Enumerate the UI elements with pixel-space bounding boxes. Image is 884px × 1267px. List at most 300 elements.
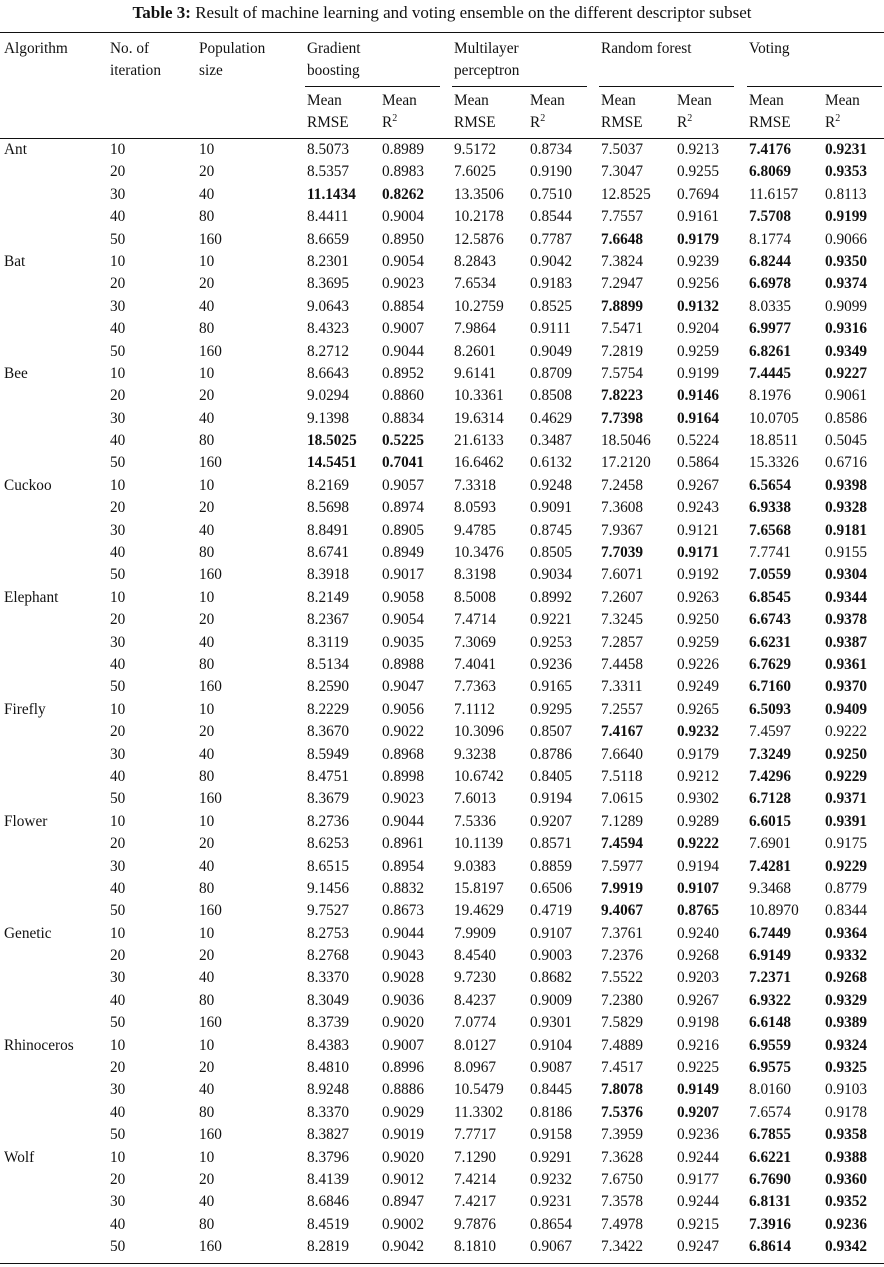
cell-gb-rmse: 8.6741 bbox=[307, 544, 350, 562]
header-population: Population size bbox=[199, 40, 266, 79]
cell-rf-rmse: 7.7398 bbox=[601, 409, 644, 427]
table-row bbox=[0, 788, 884, 810]
cell-mlp-r2: 0.9291 bbox=[530, 1148, 573, 1166]
cell-gb-r2: 0.8947 bbox=[382, 1193, 425, 1211]
cell-rf-r2: 0.9215 bbox=[677, 1215, 720, 1233]
cell-mlp-r2: 0.9190 bbox=[530, 163, 573, 181]
cell-iteration: 50 bbox=[110, 566, 126, 584]
cell-mlp-r2: 0.8859 bbox=[530, 857, 573, 875]
cell-mlp-r2: 0.9111 bbox=[530, 320, 571, 338]
table-row bbox=[0, 945, 884, 967]
cell-population: 40 bbox=[199, 409, 215, 427]
cell-gb-r2: 0.9022 bbox=[382, 723, 425, 741]
cell-rf-r2: 0.9249 bbox=[677, 678, 720, 696]
cell-rf-rmse: 7.5037 bbox=[601, 141, 644, 158]
cell-rf-rmse: 7.2857 bbox=[601, 633, 644, 651]
cell-rf-rmse: 7.8078 bbox=[601, 1081, 644, 1099]
cell-population: 40 bbox=[199, 1193, 215, 1211]
cell-gb-r2: 0.9054 bbox=[382, 611, 425, 629]
cell-mlp-rmse: 7.7717 bbox=[454, 1126, 497, 1144]
cell-mlp-r2: 0.9067 bbox=[530, 1238, 573, 1256]
cell-gb-rmse: 14.5451 bbox=[307, 454, 357, 472]
table-row bbox=[0, 206, 884, 228]
cell-voting-r2: 0.9178 bbox=[825, 1103, 868, 1121]
table-row bbox=[0, 632, 884, 654]
cell-rf-r2: 0.9243 bbox=[677, 499, 720, 517]
cell-iteration: 40 bbox=[110, 208, 126, 226]
cell-mlp-rmse: 7.1112 bbox=[454, 700, 495, 718]
cell-population: 160 bbox=[199, 454, 222, 472]
cell-gb-r2: 0.8998 bbox=[382, 767, 425, 785]
cell-rf-rmse: 7.2607 bbox=[601, 588, 644, 606]
cell-mlp-rmse: 9.4785 bbox=[454, 521, 497, 539]
cell-population: 20 bbox=[199, 163, 215, 181]
cell-mlp-rmse: 10.3476 bbox=[454, 544, 504, 562]
cell-gb-r2: 0.8949 bbox=[382, 544, 425, 562]
cell-voting-rmse: 6.9338 bbox=[749, 499, 792, 517]
cell-gb-rmse: 8.4139 bbox=[307, 1170, 350, 1188]
cell-algorithm: Flower bbox=[4, 812, 48, 830]
cell-gb-r2: 0.8854 bbox=[382, 297, 425, 315]
cell-gb-rmse: 8.4383 bbox=[307, 1036, 350, 1054]
cell-mlp-r2: 0.9091 bbox=[530, 499, 573, 517]
cell-mlp-rmse: 9.0383 bbox=[454, 857, 497, 875]
subheader-gb-rmse: Mean RMSE bbox=[307, 92, 349, 131]
cell-mlp-rmse: 9.7876 bbox=[454, 1215, 497, 1233]
cell-gb-r2: 0.9043 bbox=[382, 947, 425, 965]
cell-population: 40 bbox=[199, 1081, 215, 1099]
cell-iteration: 10 bbox=[110, 700, 126, 718]
cell-mlp-r2: 0.6132 bbox=[530, 454, 573, 472]
cell-iteration: 20 bbox=[110, 1059, 126, 1077]
cell-mlp-r2: 0.9009 bbox=[530, 991, 573, 1009]
cell-voting-rmse: 6.8244 bbox=[749, 252, 792, 270]
cell-voting-r2: 0.9229 bbox=[825, 767, 868, 785]
cell-voting-rmse: 7.5708 bbox=[749, 208, 792, 226]
cell-mlp-rmse: 7.4714 bbox=[454, 611, 497, 629]
cell-population: 40 bbox=[199, 521, 215, 539]
cell-rf-rmse: 7.4889 bbox=[601, 1036, 644, 1054]
cell-population: 80 bbox=[199, 208, 215, 226]
cell-iteration: 10 bbox=[110, 364, 126, 382]
cell-voting-rmse: 7.6574 bbox=[749, 1103, 792, 1121]
cell-mlp-rmse: 7.7363 bbox=[454, 678, 497, 696]
cell-mlp-r2: 0.9049 bbox=[530, 342, 573, 360]
cell-mlp-rmse: 10.2178 bbox=[454, 208, 504, 226]
cell-population: 10 bbox=[199, 812, 215, 830]
cell-mlp-r2: 0.8525 bbox=[530, 297, 573, 315]
cell-rf-r2: 0.9222 bbox=[677, 835, 720, 853]
cell-rf-r2: 0.9225 bbox=[677, 1059, 720, 1077]
cell-population: 20 bbox=[199, 1170, 215, 1188]
cell-iteration: 50 bbox=[110, 1126, 126, 1144]
cell-voting-r2: 0.9361 bbox=[825, 655, 868, 673]
cell-voting-r2: 0.9352 bbox=[825, 1193, 868, 1211]
cell-rf-r2: 0.9244 bbox=[677, 1148, 720, 1166]
cell-rf-rmse: 7.6750 bbox=[601, 1170, 644, 1188]
cell-gb-rmse: 8.2712 bbox=[307, 342, 350, 360]
cell-voting-r2: 0.9342 bbox=[825, 1238, 868, 1256]
cell-mlp-rmse: 10.3096 bbox=[454, 723, 504, 741]
cell-mlp-r2: 0.9042 bbox=[530, 252, 573, 270]
cell-population: 80 bbox=[199, 432, 215, 450]
table-row bbox=[0, 229, 884, 251]
cell-rf-r2: 0.9149 bbox=[677, 1081, 720, 1099]
cell-rf-r2: 0.9179 bbox=[677, 230, 720, 248]
cell-mlp-r2: 0.9194 bbox=[530, 790, 573, 808]
cell-voting-rmse: 7.0559 bbox=[749, 566, 792, 584]
cell-population: 40 bbox=[199, 745, 215, 763]
cell-mlp-rmse: 10.1139 bbox=[454, 835, 504, 853]
cell-gb-rmse: 8.4411 bbox=[307, 208, 349, 226]
cell-gb-r2: 0.9007 bbox=[382, 320, 425, 338]
cell-voting-r2: 0.9358 bbox=[825, 1126, 868, 1144]
cell-gb-r2: 0.8989 bbox=[382, 141, 425, 158]
cell-population: 20 bbox=[199, 1059, 215, 1077]
cell-gb-r2: 0.9020 bbox=[382, 1148, 425, 1166]
cell-voting-r2: 0.9231 bbox=[825, 141, 868, 158]
cell-mlp-r2: 0.8508 bbox=[530, 387, 573, 405]
cell-iteration: 20 bbox=[110, 275, 126, 293]
cell-voting-r2: 0.9324 bbox=[825, 1036, 868, 1054]
table-row bbox=[0, 1102, 884, 1124]
table-row bbox=[0, 699, 884, 721]
cell-voting-r2: 0.9349 bbox=[825, 342, 868, 360]
cell-rf-r2: 0.9289 bbox=[677, 812, 720, 830]
cell-algorithm: Wolf bbox=[4, 1148, 35, 1166]
cell-mlp-r2: 0.9301 bbox=[530, 1014, 573, 1032]
cell-population: 160 bbox=[199, 790, 222, 808]
cell-mlp-r2: 0.9034 bbox=[530, 566, 573, 584]
cell-mlp-rmse: 8.2601 bbox=[454, 342, 497, 360]
cell-voting-rmse: 7.6568 bbox=[749, 521, 792, 539]
cell-mlp-rmse: 9.3238 bbox=[454, 745, 497, 763]
cell-iteration: 50 bbox=[110, 678, 126, 696]
voting-group-rule bbox=[747, 86, 882, 87]
cell-gb-rmse: 8.4810 bbox=[307, 1059, 350, 1077]
cell-mlp-rmse: 7.6534 bbox=[454, 275, 497, 293]
cell-mlp-r2: 0.8786 bbox=[530, 745, 573, 763]
cell-gb-r2: 0.8983 bbox=[382, 163, 425, 181]
cell-gb-rmse: 9.7527 bbox=[307, 902, 350, 920]
cell-gb-r2: 0.9020 bbox=[382, 1014, 425, 1032]
cell-gb-r2: 0.9044 bbox=[382, 924, 425, 942]
cell-gb-r2: 0.9017 bbox=[382, 566, 425, 584]
cell-population: 20 bbox=[199, 275, 215, 293]
header-voting: Voting bbox=[749, 40, 790, 57]
table-row bbox=[0, 676, 884, 698]
cell-voting-rmse: 7.4296 bbox=[749, 767, 792, 785]
table-row bbox=[0, 452, 884, 474]
cell-population: 80 bbox=[199, 1215, 215, 1233]
cell-gb-rmse: 8.6515 bbox=[307, 857, 350, 875]
cell-voting-r2: 0.9222 bbox=[825, 723, 868, 741]
cell-rf-r2: 0.9207 bbox=[677, 1103, 720, 1121]
cell-mlp-rmse: 11.3302 bbox=[454, 1103, 504, 1121]
cell-gb-rmse: 8.3827 bbox=[307, 1126, 350, 1144]
cell-rf-rmse: 7.9367 bbox=[601, 521, 644, 539]
cell-voting-r2: 0.9391 bbox=[825, 812, 868, 830]
cell-population: 10 bbox=[199, 924, 215, 942]
cell-rf-rmse: 7.8223 bbox=[601, 387, 644, 405]
cell-mlp-rmse: 7.6025 bbox=[454, 163, 497, 181]
cell-iteration: 30 bbox=[110, 297, 126, 315]
cell-mlp-rmse: 8.0967 bbox=[454, 1059, 497, 1077]
cell-voting-r2: 0.9268 bbox=[825, 969, 868, 987]
table-row bbox=[0, 609, 884, 631]
cell-iteration: 50 bbox=[110, 454, 126, 472]
cell-iteration: 20 bbox=[110, 611, 126, 629]
cell-mlp-rmse: 15.8197 bbox=[454, 879, 504, 897]
cell-iteration: 40 bbox=[110, 767, 126, 785]
cell-gb-r2: 0.9058 bbox=[382, 588, 425, 606]
cell-iteration: 40 bbox=[110, 432, 126, 450]
cell-gb-r2: 0.8968 bbox=[382, 745, 425, 763]
cell-algorithm: Firefly bbox=[4, 700, 46, 718]
cell-mlp-r2: 0.4719 bbox=[530, 902, 573, 920]
cell-mlp-rmse: 7.6013 bbox=[454, 790, 497, 808]
table-row bbox=[0, 385, 884, 407]
cell-mlp-rmse: 8.3198 bbox=[454, 566, 497, 584]
cell-rf-r2: 0.9146 bbox=[677, 387, 720, 405]
subheader-mlp-rmse: Mean RMSE bbox=[454, 92, 496, 131]
cell-gb-r2: 0.9057 bbox=[382, 476, 425, 494]
cell-voting-r2: 0.9350 bbox=[825, 252, 868, 270]
table-row bbox=[0, 184, 884, 206]
cell-gb-rmse: 11.1434 bbox=[307, 185, 356, 203]
cell-iteration: 10 bbox=[110, 1148, 126, 1166]
cell-mlp-rmse: 7.4041 bbox=[454, 655, 497, 673]
cell-rf-r2: 0.9199 bbox=[677, 364, 720, 382]
cell-gb-rmse: 8.9248 bbox=[307, 1081, 350, 1099]
cell-gb-rmse: 8.2590 bbox=[307, 678, 350, 696]
cell-rf-r2: 0.9194 bbox=[677, 857, 720, 875]
cell-gb-r2: 0.8954 bbox=[382, 857, 425, 875]
cell-voting-rmse: 6.6743 bbox=[749, 611, 792, 629]
cell-voting-rmse: 6.7449 bbox=[749, 924, 792, 942]
cell-iteration: 10 bbox=[110, 476, 126, 494]
cell-gb-r2: 0.9007 bbox=[382, 1036, 425, 1054]
cell-population: 160 bbox=[199, 230, 222, 248]
cell-gb-r2: 0.8961 bbox=[382, 835, 425, 853]
cell-mlp-r2: 0.8445 bbox=[530, 1081, 573, 1099]
cell-gb-rmse: 8.2367 bbox=[307, 611, 350, 629]
cell-gb-rmse: 8.2768 bbox=[307, 947, 350, 965]
cell-rf-r2: 0.9247 bbox=[677, 1238, 720, 1256]
cell-iteration: 40 bbox=[110, 544, 126, 562]
cell-mlp-r2: 0.8571 bbox=[530, 835, 573, 853]
table-row bbox=[0, 1169, 884, 1191]
cell-voting-r2: 0.8779 bbox=[825, 879, 868, 897]
cell-voting-r2: 0.9371 bbox=[825, 790, 868, 808]
subheader-gb-r2: Mean $R^2$ bbox=[382, 92, 417, 131]
cell-population: 40 bbox=[199, 633, 215, 651]
cell-population: 160 bbox=[199, 902, 222, 920]
cell-rf-rmse: 7.3824 bbox=[601, 252, 644, 270]
cell-voting-rmse: 10.8970 bbox=[749, 902, 799, 920]
cell-rf-rmse: 7.2819 bbox=[601, 342, 644, 360]
cell-voting-rmse: 8.1976 bbox=[749, 387, 792, 405]
cell-mlp-r2: 0.9207 bbox=[530, 812, 573, 830]
rf-group-rule bbox=[599, 86, 734, 87]
cell-mlp-rmse: 21.6133 bbox=[454, 432, 504, 450]
cell-population: 20 bbox=[199, 947, 215, 965]
cell-mlp-r2: 0.9165 bbox=[530, 678, 573, 696]
cell-voting-rmse: 8.0335 bbox=[749, 297, 792, 315]
cell-rf-rmse: 7.6640 bbox=[601, 745, 644, 763]
cell-gb-rmse: 8.2736 bbox=[307, 812, 350, 830]
table-row bbox=[0, 475, 884, 497]
cell-voting-r2: 0.9398 bbox=[825, 476, 868, 494]
table-row bbox=[0, 296, 884, 318]
table-row bbox=[0, 1035, 884, 1057]
cell-mlp-r2: 0.7510 bbox=[530, 185, 573, 203]
cell-gb-rmse: 8.3670 bbox=[307, 723, 350, 741]
cell-gb-rmse: 8.6846 bbox=[307, 1193, 350, 1211]
table-row bbox=[0, 139, 884, 161]
cell-voting-rmse: 6.6978 bbox=[749, 275, 792, 293]
cell-population: 10 bbox=[199, 588, 215, 606]
cell-voting-rmse: 8.0160 bbox=[749, 1081, 792, 1099]
cell-rf-r2: 0.9179 bbox=[677, 745, 720, 763]
cell-voting-r2: 0.9344 bbox=[825, 588, 868, 606]
cell-mlp-r2: 0.8745 bbox=[530, 521, 573, 539]
cell-gb-rmse: 9.1456 bbox=[307, 879, 350, 897]
cell-population: 20 bbox=[199, 387, 215, 405]
cell-rf-r2: 0.9265 bbox=[677, 700, 720, 718]
cell-voting-rmse: 6.6221 bbox=[749, 1148, 792, 1166]
cell-iteration: 40 bbox=[110, 320, 126, 338]
cell-voting-rmse: 6.5093 bbox=[749, 700, 792, 718]
cell-rf-rmse: 7.7557 bbox=[601, 208, 644, 226]
cell-voting-rmse: 6.9322 bbox=[749, 991, 792, 1009]
cell-gb-r2: 0.9047 bbox=[382, 678, 425, 696]
cell-rf-r2: 0.9203 bbox=[677, 969, 720, 987]
table-row bbox=[0, 1012, 884, 1034]
cell-voting-r2: 0.9370 bbox=[825, 678, 868, 696]
cell-iteration: 10 bbox=[110, 588, 126, 606]
cell-voting-rmse: 15.3326 bbox=[749, 454, 799, 472]
cell-rf-rmse: 7.5118 bbox=[601, 767, 643, 785]
table-caption bbox=[0, 2, 884, 24]
cell-population: 10 bbox=[199, 1036, 215, 1054]
cell-mlp-rmse: 8.0593 bbox=[454, 499, 497, 517]
cell-iteration: 20 bbox=[110, 163, 126, 181]
cell-mlp-rmse: 7.9909 bbox=[454, 924, 497, 942]
cell-mlp-r2: 0.7787 bbox=[530, 230, 573, 248]
table-row bbox=[0, 856, 884, 878]
cell-iteration: 30 bbox=[110, 745, 126, 763]
cell-voting-rmse: 7.3916 bbox=[749, 1215, 792, 1233]
cell-rf-rmse: 7.2380 bbox=[601, 991, 644, 1009]
cell-gb-rmse: 8.4323 bbox=[307, 320, 350, 338]
cell-rf-r2: 0.9268 bbox=[677, 947, 720, 965]
cell-gb-rmse: 8.2229 bbox=[307, 700, 350, 718]
cell-rf-rmse: 7.6071 bbox=[601, 566, 644, 584]
table-row bbox=[0, 811, 884, 833]
cell-rf-rmse: 17.2120 bbox=[601, 454, 651, 472]
cell-mlp-rmse: 8.2843 bbox=[454, 252, 497, 270]
cell-voting-r2: 0.9304 bbox=[825, 566, 868, 584]
subheader-rf-r2: Mean $R^2$ bbox=[677, 92, 712, 131]
cell-iteration: 30 bbox=[110, 521, 126, 539]
cell-voting-r2: 0.9199 bbox=[825, 208, 868, 226]
cell-rf-r2: 0.9267 bbox=[677, 991, 720, 1009]
cell-gb-rmse: 18.5025 bbox=[307, 432, 357, 450]
cell-rf-r2: 0.9132 bbox=[677, 297, 720, 315]
cell-population: 20 bbox=[199, 611, 215, 629]
table-row bbox=[0, 341, 884, 363]
cell-iteration: 30 bbox=[110, 185, 126, 203]
cell-iteration: 10 bbox=[110, 1036, 126, 1054]
cell-iteration: 40 bbox=[110, 879, 126, 897]
cell-mlp-rmse: 10.3361 bbox=[454, 387, 504, 405]
subheader-voting-rmse: Mean RMSE bbox=[749, 92, 791, 131]
cell-rf-r2: 0.9226 bbox=[677, 655, 720, 673]
cell-mlp-r2: 0.3487 bbox=[530, 432, 573, 450]
cell-voting-r2: 0.9250 bbox=[825, 745, 868, 763]
table-row bbox=[0, 923, 884, 945]
cell-rf-rmse: 7.7039 bbox=[601, 544, 644, 562]
cell-voting-rmse: 6.6148 bbox=[749, 1014, 792, 1032]
cell-gb-r2: 0.9042 bbox=[382, 1238, 425, 1256]
cell-mlp-r2: 0.4629 bbox=[530, 409, 573, 427]
cell-rf-r2: 0.9239 bbox=[677, 252, 720, 270]
cell-iteration: 30 bbox=[110, 1193, 126, 1211]
table-row bbox=[0, 363, 884, 385]
cell-rf-r2: 0.9255 bbox=[677, 163, 720, 181]
table-top-rule bbox=[0, 32, 884, 33]
cell-gb-rmse: 8.5949 bbox=[307, 745, 350, 763]
cell-algorithm: Bee bbox=[4, 364, 28, 382]
cell-iteration: 10 bbox=[110, 812, 126, 830]
cell-mlp-rmse: 19.4629 bbox=[454, 902, 504, 920]
cell-rf-r2: 0.5224 bbox=[677, 432, 720, 450]
cell-rf-r2: 0.9244 bbox=[677, 1193, 720, 1211]
cell-population: 40 bbox=[199, 185, 215, 203]
cell-population: 40 bbox=[199, 297, 215, 315]
cell-population: 10 bbox=[199, 476, 215, 494]
cell-gb-r2: 0.9044 bbox=[382, 812, 425, 830]
cell-voting-rmse: 6.8069 bbox=[749, 163, 792, 181]
table-row bbox=[0, 273, 884, 295]
cell-mlp-r2: 0.9104 bbox=[530, 1036, 573, 1054]
table-row bbox=[0, 878, 884, 900]
cell-gb-rmse: 8.4519 bbox=[307, 1215, 350, 1233]
cell-iteration: 30 bbox=[110, 857, 126, 875]
cell-gb-r2: 0.9012 bbox=[382, 1170, 425, 1188]
cell-rf-rmse: 7.2458 bbox=[601, 476, 644, 494]
cell-mlp-rmse: 7.1290 bbox=[454, 1148, 497, 1166]
cell-rf-rmse: 7.3245 bbox=[601, 611, 644, 629]
cell-mlp-rmse: 10.6742 bbox=[454, 767, 504, 785]
cell-mlp-rmse: 7.0774 bbox=[454, 1014, 497, 1032]
cell-mlp-r2: 0.8654 bbox=[530, 1215, 573, 1233]
cell-gb-rmse: 9.0643 bbox=[307, 297, 350, 315]
cell-mlp-r2: 0.9232 bbox=[530, 1170, 573, 1188]
cell-rf-r2: 0.9236 bbox=[677, 1126, 720, 1144]
cell-rf-r2: 0.9212 bbox=[677, 767, 720, 785]
cell-voting-rmse: 7.4597 bbox=[749, 723, 792, 741]
header-algorithm: Algorithm bbox=[4, 40, 68, 57]
table-row bbox=[0, 251, 884, 273]
cell-gb-rmse: 8.8491 bbox=[307, 521, 350, 539]
cell-rf-r2: 0.9171 bbox=[677, 544, 720, 562]
header-multilayer-perceptron: Multilayer perceptron bbox=[454, 40, 520, 79]
cell-voting-r2: 0.9374 bbox=[825, 275, 868, 293]
cell-algorithm: Elephant bbox=[4, 588, 59, 606]
cell-voting-rmse: 7.4445 bbox=[749, 364, 792, 382]
